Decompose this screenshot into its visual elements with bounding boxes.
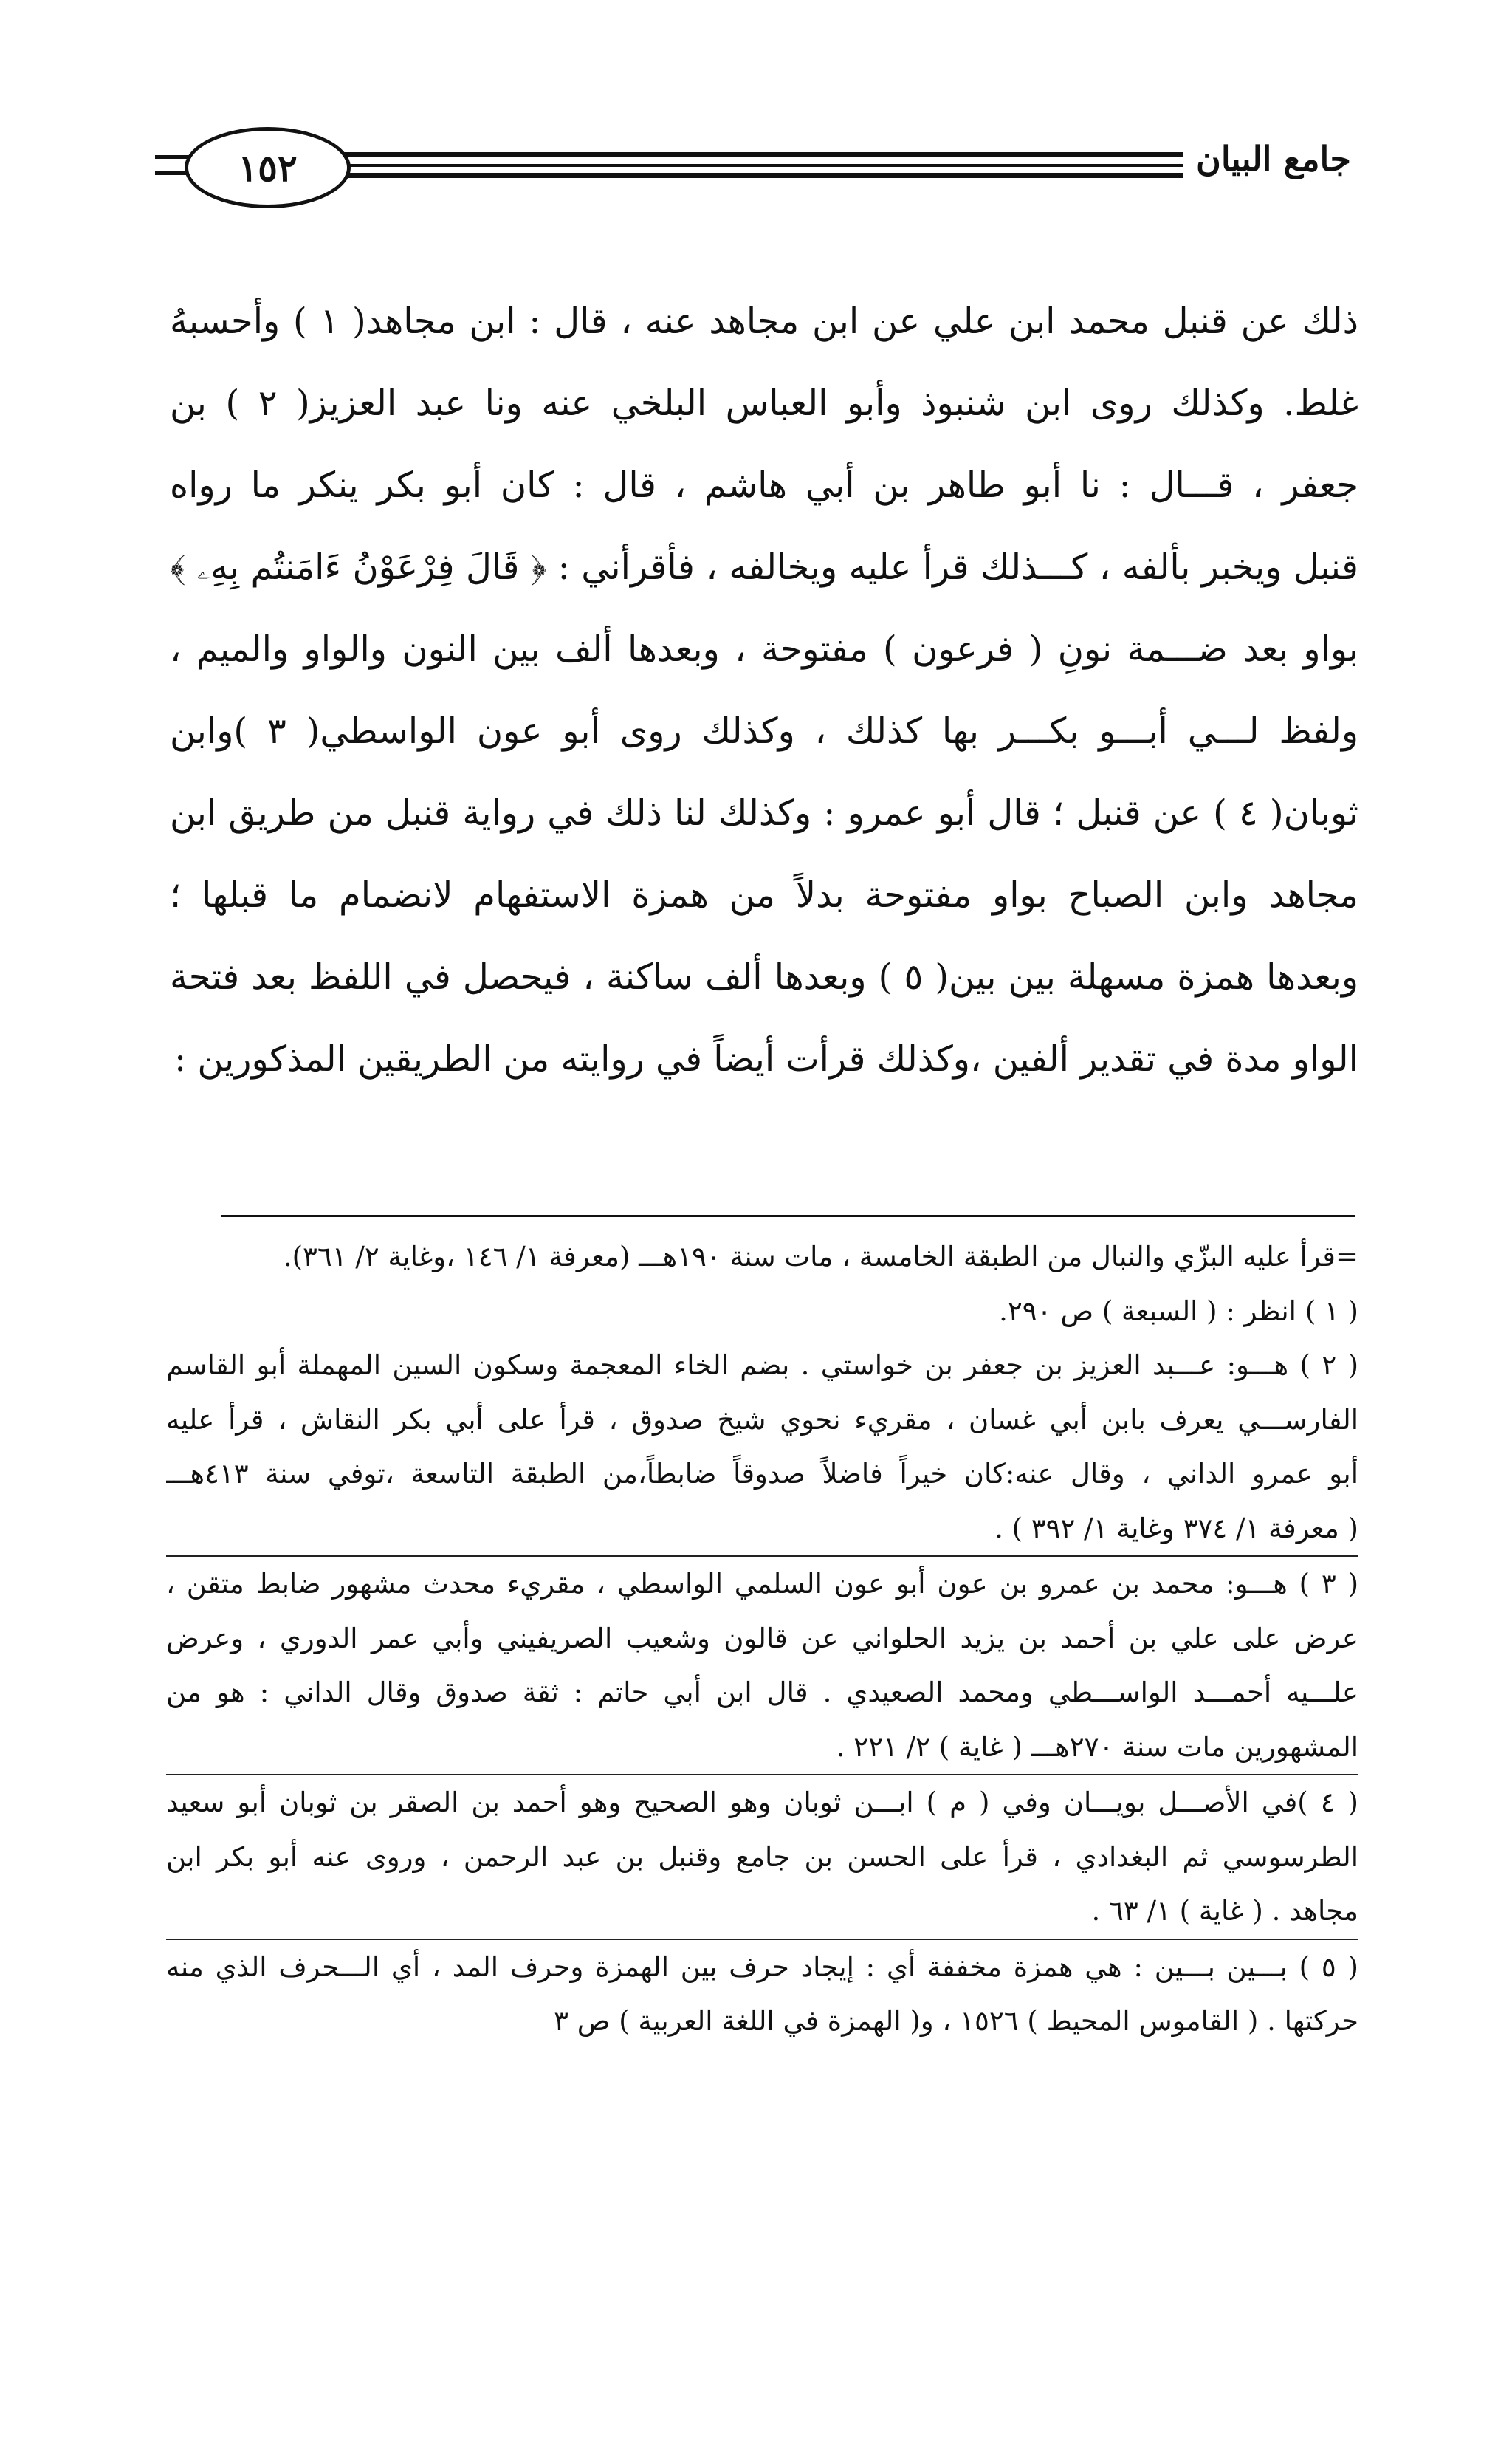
footnote-line: ( ٣ ) هـــو: محمد بن عمرو بن عون أبو عون السلمي الواسطي ، مقريء محدث مشهور ضابط متقن ، — [166, 1568, 1358, 1600]
footnote-line: أبو عمرو الداني ، وقال عنه:كان خيراً فاضلاً صدوقاً ضابطاً،من الطبقة التاسعة ،توفي سنة ٤١٣هـــ — [166, 1458, 1358, 1490]
footnote-line: ( ٤ )في الأصـــل بويـــان وفي ( م ) ابـــن ثوبان وهو الصحيح وهو أحمد بن الصقر بن ثوبان أبو سعيد — [166, 1786, 1358, 1818]
main-text-line: مجاهد وابن الصباح بواو مفتوحة بدلاً من همزة الاستفهام لانضمام ما قبلها ؛ — [170, 874, 1358, 916]
page-header — [155, 126, 1351, 214]
footnote-line: حركتها . ( القاموس المحيط ) ١٥٢٦ ، و( الهمزة في اللغة العربية ) ص ٣ — [554, 2005, 1358, 2037]
footnote — [166, 1940, 1358, 2049]
main-text-line: بواو بعد ضـــمة نونِ ( فرعون ) مفتوحة ، وبعدها ألف بين النون والواو والميم ، — [170, 628, 1358, 670]
main-text-line: الواو مدة في تقدير ألفين ،وكذلك قرأت أيضاً في روايته من الطريقين المذكورين : — [173, 1038, 1358, 1080]
footnote — [166, 1775, 1358, 1939]
main-text-line: قنبل ويخبر بألفه ، كـــذلك قرأ عليه ويخالفه ، فأقرأني : ﴿ قَالَ فِرْعَوْنُ ءَامَنتُم بِهِۦ ﴾ — [170, 547, 1358, 588]
footnote-line: مجاهد . ( غاية ) ١/ ٦٣ . — [1091, 1895, 1358, 1927]
footnote — [166, 1557, 1358, 1774]
footnote — [166, 1230, 1358, 1284]
main-text-line: جعفر ، قـــال : نا أبو طاهر بن أبي هاشم ، قال : كان أبو بكر ينكر ما رواه — [170, 465, 1358, 506]
footnote-line: ( ٢ ) هـــو: عـــبد العزيز بن جعفر بن خواستي . بضم الخاء المعجمة وسكون السين المهملة أبو القاسم — [166, 1349, 1358, 1381]
page-number-text: ١٥٢ — [238, 145, 298, 190]
footnote-line: ( ١ ) انظر : ( السبعة ) ص ٢٩٠. — [999, 1295, 1358, 1327]
footnote — [166, 1284, 1358, 1339]
footnote-line: ( ٥ ) بـــين بـــين : هي همزة مخففة أي : إيجاد حرف بين الهمزة وحرف المد ، أي الـــحرف الذي منه — [166, 1950, 1358, 1983]
footnote-line: علـــيه أحمـــد الواســـطي ومحمد الصعيدي . قال ابن أبي حاتم : ثقة صدوق وقال الداني : هو من — [166, 1676, 1358, 1708]
main-text — [170, 281, 1358, 1100]
footnote-line: الفارســـي يعرف بابن أبي غسان ، مقريء نحوي شيخ صدوق ، قرأ على أبي بكر النقاش ، قرأ عليه — [166, 1403, 1358, 1436]
main-text-line: غلط. وكذلك روى ابن شنبوذ وأبو العباس البلخي عنه ونا عبد العزيز( ٢ ) بن — [170, 383, 1358, 424]
footnote-line: ( معرفة ١/ ٣٧٤ وغاية ١/ ٣٩٢ ) . — [994, 1512, 1358, 1544]
footnote-line: =قرأ عليه البزّي والنبال من الطبقة الخامسة ، مات سنة ١٩٠هـــ (معرفة ١/ ١٤٦ ،وغاية ٢/ ٣٦١). — [283, 1241, 1358, 1272]
footnote-separator — [221, 1215, 1355, 1217]
main-text-line: ولفظ لـــي أبـــو بكـــر بها كذلك ، وكذلك روى أبو عون الواسطي( ٣ )وابن — [170, 710, 1358, 752]
book-title: جامع البيان — [1183, 139, 1351, 179]
footnotes — [166, 1230, 1358, 2049]
main-text-line: وبعدها همزة مسهلة بين بين( ٥ ) وبعدها ألف ساكنة ، فيحصل في اللفظ بعد فتحة — [170, 956, 1358, 998]
header-rule-middle — [325, 164, 1196, 167]
footnote-line: المشهورين مات سنة ٢٧٠هـــ ( غاية ) ٢/ ٢٢١ . — [836, 1730, 1358, 1763]
footnote — [166, 1338, 1358, 1555]
main-text-line: ثوبان( ٤ ) عن قنبل ؛ قال أبو عمرو : وكذلك لنا ذلك في رواية قنبل من طريق ابن — [170, 792, 1358, 834]
footnote-line: الطرسوسي ثم البغدادي ، قرأ على الحسن بن جامع وقنبل بن عبد الرحمن ، وروى عنه أبو بكر ابن — [166, 1840, 1358, 1873]
page-number — [185, 127, 351, 208]
header-rule-bottom — [325, 173, 1196, 178]
main-text-line: ذلك عن قنبل محمد ابن علي عن ابن مجاهد عنه ، قال : ابن مجاهد( ١ ) وأحسبهُ — [170, 301, 1358, 342]
footnote-line: عرض على علي بن أحمد بن يزيد الحلواني عن قالون وشعيب الصريفيني وأبي عمر الدوري ، وعرض — [166, 1622, 1358, 1654]
header-rule-top — [325, 152, 1196, 157]
